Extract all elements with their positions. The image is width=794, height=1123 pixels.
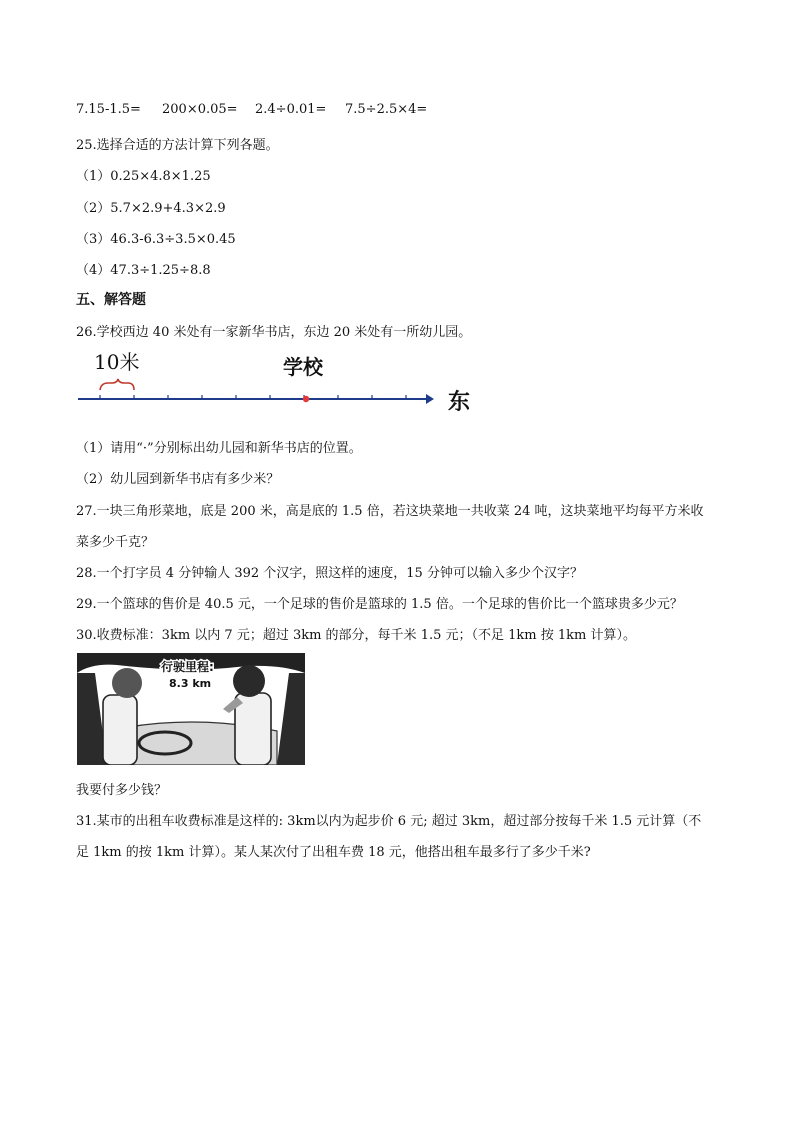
- q31-line2: 足 1km 的按 1km 计算）。某人某次付了出租车费 18 元，他搭出租车最多行了多少千米?: [76, 845, 591, 860]
- calc-2: 200×0.05=: [162, 102, 238, 117]
- calc-row: [76, 102, 427, 117]
- q25-item-3: （3）46.3-6.3÷3.5×0.45: [76, 232, 236, 247]
- calc-4: 7.5÷2.5×4=: [345, 102, 428, 117]
- section-title: 五、解答题: [76, 292, 146, 308]
- school-point: [303, 396, 309, 402]
- axis-arrow: [426, 394, 434, 404]
- scale-brace: [100, 379, 134, 390]
- q27-line2: 菜多少千克？: [76, 535, 155, 550]
- calc-1: 7.15-1.5=: [76, 102, 141, 117]
- q25-item-2: （2）5.7×2.9+4.3×2.9: [76, 201, 226, 216]
- taxi-illustration: [77, 653, 305, 765]
- q26-text: 26.学校西边 40 米处有一家新华书店，东边 20 米处有一所幼儿园。: [76, 325, 472, 340]
- passenger-head: [233, 665, 265, 697]
- q27-line1: 27.一块三角形菜地，底是 200 米，高是底的 1.5 倍，若这块菜地一共收菜 24 吨，这块菜地平均每平方米收: [76, 504, 704, 519]
- driver-head: [112, 668, 142, 698]
- caption-line1: 行驶里程:: [161, 660, 214, 674]
- q30-question: 我要付多少钱？: [76, 783, 168, 798]
- calc-3: 2.4÷0.01=: [255, 102, 327, 117]
- q30-text: 30.收费标准：3km 以内 7 元；超过 3km 的部分，每千米 1.5 元；（不足 1km 按 1km 计算）。: [76, 628, 636, 643]
- q26-sub1: （1）请用“·”分别标出幼儿园和新华书店的位置。: [76, 441, 362, 456]
- q25-item-4: （4）47.3÷1.25÷8.8: [76, 263, 211, 278]
- q25-title: 25.选择合适的方法计算下列各题。: [76, 138, 279, 153]
- q25-item-1: （1）0.25×4.8×1.25: [76, 169, 211, 184]
- q26-sub2: （2）幼儿园到新华书店有多少米？: [76, 472, 280, 487]
- number-line-figure: [70, 345, 490, 417]
- caption-line2: 8.3 km: [169, 677, 212, 690]
- left-seat: [103, 695, 137, 765]
- q28-text: 28.一个打字员 4 分钟输人 392 个汉字，照这样的速度，15 分钟可以输入多少个汉字？: [76, 566, 583, 581]
- east-label: 东: [448, 390, 471, 415]
- q29-text: 29.一个篮球的售价是 40.5 元，一个足球的售价是篮球的 1.5 倍。一个足球的售价比一个篮球贵多少元？: [76, 597, 683, 612]
- school-label: 学校: [283, 355, 323, 379]
- q31-line1: 31.某市的出租车收费标准是这样的: 3km以内为起步价 6 元; 超过 3km，超过部分按每千米 1.5 元计算（不: [76, 814, 702, 829]
- scale-label: 10米: [94, 350, 140, 374]
